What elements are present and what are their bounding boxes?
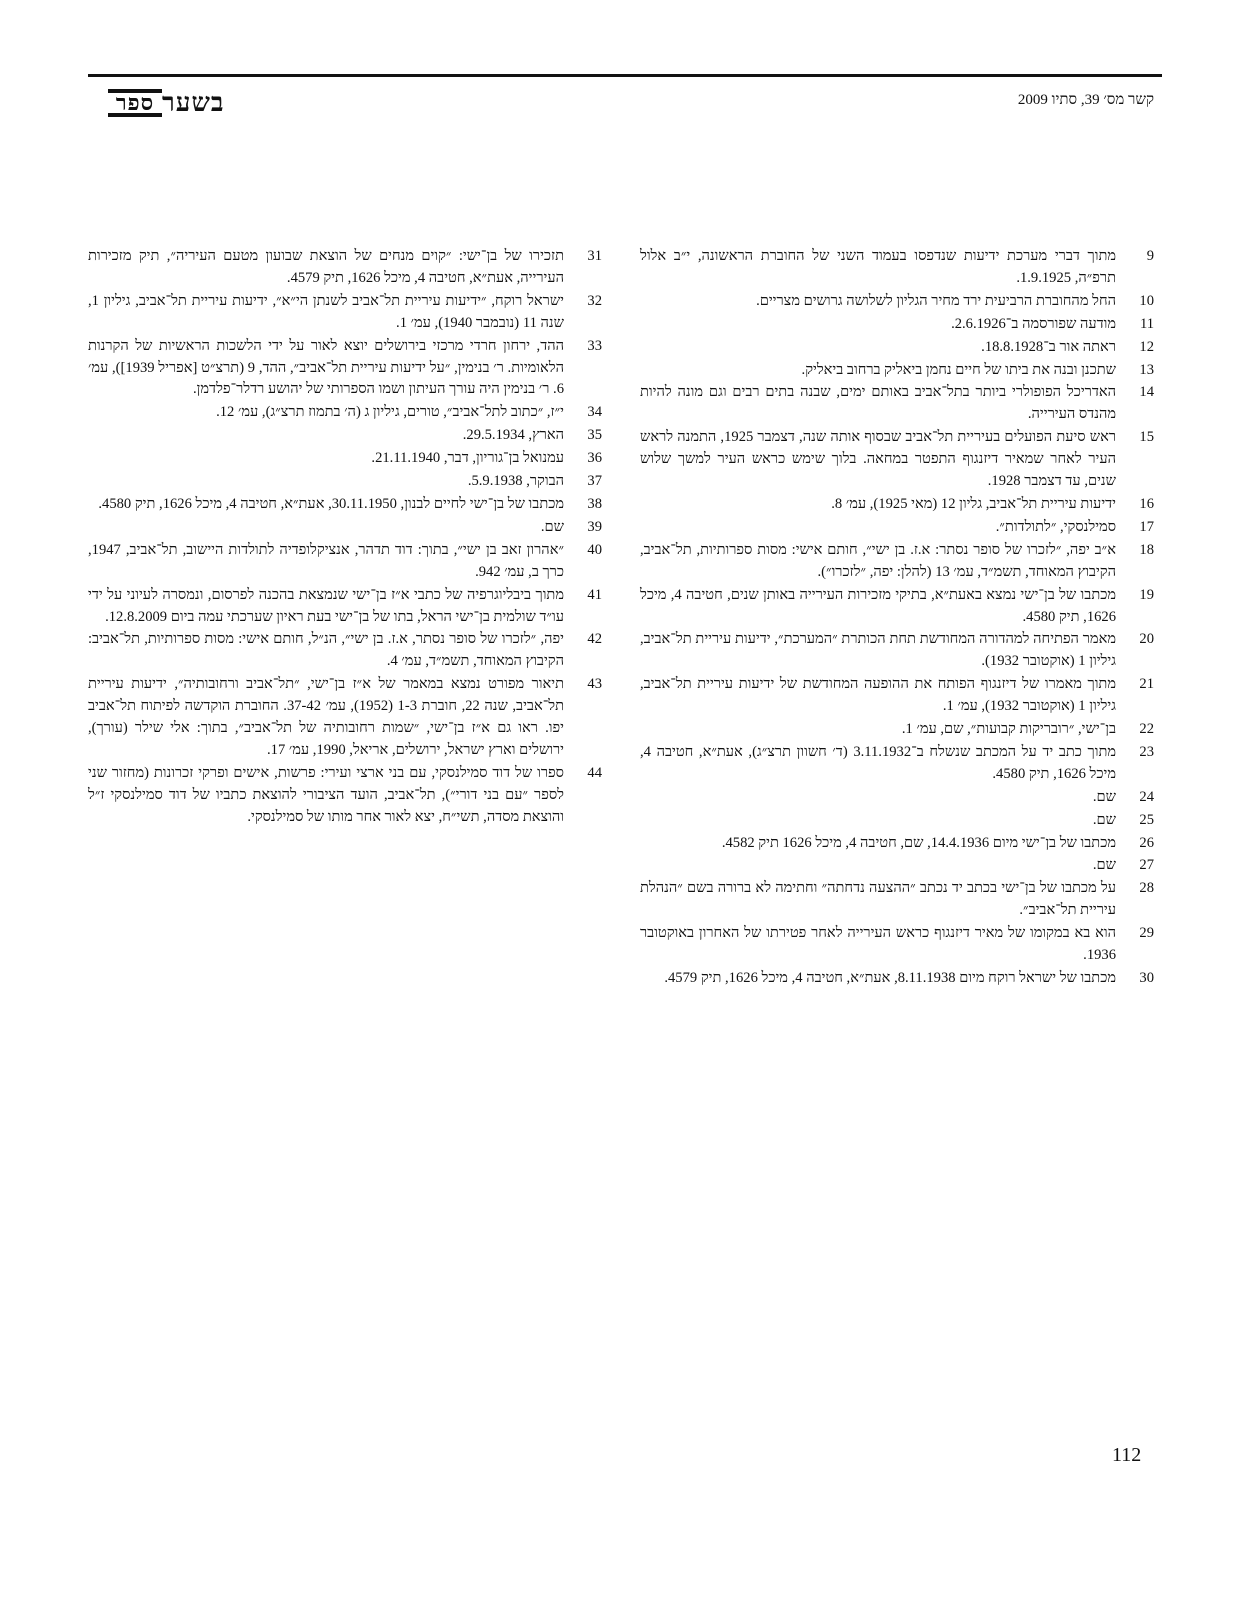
footnote-number: 30 — [1139, 970, 1154, 986]
footnote — [640, 629, 1154, 673]
footnote-number: 36 — [587, 450, 602, 467]
section-title: בשער — [162, 88, 225, 117]
footnote-number: 39 — [587, 518, 602, 535]
footnote-number: 37 — [587, 473, 602, 490]
footnote — [88, 540, 602, 584]
footnote-number: 40 — [587, 541, 602, 558]
footnote — [640, 246, 1154, 290]
footnote-text: שם. — [540, 518, 564, 535]
footnote-text: ״אהרון זאב בן ישי״, בתוך: דוד תדהר, אנציקלופדיה לתולדות היישוב, תל־אביב, 1947, כרך ב, עמ׳ 942. — [88, 541, 564, 580]
footnote-number: 18 — [1139, 541, 1154, 558]
footnote-number: 23 — [1139, 743, 1154, 760]
footnote-number: 34 — [587, 404, 602, 421]
footnote-text: עמנואל בן־גוריון, דבר, 21.11.1940. — [371, 450, 564, 467]
footnote-text: ידיעות עיריית תל־אביב, גליון 12 (מאי 1925), עמ׳ 8. — [831, 495, 1116, 512]
notes-column-right — [640, 246, 1154, 991]
footnote — [88, 425, 602, 447]
footnote-text: א״ב יפה, ״לזכרו של סופר נסתר: א.ז. בן ישי״, חותם אישי: מסות ספרותיות, תל־אביב, הקיבוץ המאוחד, תשמ״ד, עמ׳ 13 (להלן: יפה, ״לזכרו״). — [640, 541, 1116, 580]
footnote — [88, 517, 602, 539]
footnote-text: ישראל רוקח, ״ידיעות עיריית תל־אביב לשנתן הי״א״, ידיעות עיריית תל־אביב, גיליון 1, שנה 11 (נובמבר 1940), עמ׳ 1. — [88, 292, 564, 331]
footnote — [640, 787, 1154, 809]
footnote — [88, 763, 602, 829]
footnote-number: 32 — [587, 292, 602, 309]
footnote — [640, 674, 1154, 718]
footnote-text: הארץ, 29.5.1934. — [462, 427, 564, 444]
footnote-number: 44 — [587, 764, 602, 781]
footnote-number: 42 — [587, 631, 602, 648]
footnote-number: 20 — [1139, 631, 1154, 648]
footnote — [640, 810, 1154, 832]
footnote-number: 41 — [587, 586, 602, 603]
footnote-text: תזכירו של בן־ישי: ״קוים מנחים של הוצאת שבועון מטעם העיריה״, תיק מזכירות העירייה, אעת״א, חטיבה 4, מיכל 1626, תיק 4579. — [88, 248, 564, 286]
footnote-text: יפה, ״לזכרו של סופר נסתר, א.ז. בן ישי״, הנ״ל, חותם אישי: מסות ספרותיות, תל־אביב: הקיבוץ המאוחד, תשמ״ד, עמ׳ 4. — [88, 631, 564, 670]
footnote-number: 33 — [587, 337, 602, 354]
footnote-text: מתוך דברי מערכת ידיעות שנדפסו בעמוד השני של החוברת הראשונה, י״ב אלול תרפ״ה, 1.9.1925. — [640, 248, 1116, 286]
footnote-number: 19 — [1139, 586, 1154, 603]
footnote-text: האדריכל הפופולרי ביותר בתל־אביב באותם ימים, שבנה בתים רבים וגם מונה להיות מהנדס העירייה. — [640, 384, 1116, 423]
footnote — [640, 360, 1154, 382]
footnote-number: 16 — [1139, 495, 1154, 512]
footnote — [88, 471, 602, 493]
footnote-number: 29 — [1139, 925, 1154, 942]
footnote-text: שתכנן ובנה את ביתו של חיים נחמן ביאליק ברחוב ביאליק. — [801, 361, 1116, 378]
footnote — [640, 833, 1154, 855]
footnote-text: מכתבו של ישראל רוקח מיום 8.11.1938, אעת״א, חטיבה 4, מיכל 1626, תיק 4579. — [664, 970, 1116, 986]
footnote-text: מכתבו של בן־ישי נמצא באעת״א, בתיקי מזכירות העירייה באותן שנים, חטיבה 4, מיכל 1626, תיק 4580. — [640, 586, 1117, 625]
footnote-number: 21 — [1139, 676, 1154, 693]
footnote — [88, 448, 602, 470]
footnote-text: הבוקר, 5.9.1938. — [467, 473, 564, 490]
footnote — [640, 314, 1154, 336]
footnote-number: 24 — [1139, 788, 1154, 805]
footnote — [640, 923, 1154, 967]
footnote — [640, 855, 1154, 877]
footnote-number: 12 — [1139, 338, 1154, 355]
footnote-number: 10 — [1139, 292, 1154, 309]
footnote-number: 22 — [1139, 721, 1154, 738]
footnote-number: 26 — [1139, 834, 1154, 851]
footnote — [640, 742, 1154, 786]
footnote-number: 15 — [1139, 429, 1154, 446]
footnote — [640, 585, 1154, 629]
footnote-number: 31 — [587, 248, 602, 264]
journal-info: קשר מס׳ 39, סתיו 2009 — [1017, 92, 1154, 108]
footnote-text: מודעה שפורסמה ב־2.6.1926. — [951, 315, 1116, 332]
footnote — [88, 402, 602, 424]
footnote-text: ספרו של דוד סמילנסקי, עם בני ארצי ועירי: פרשות, אישים ופרקי זכרונות (מחזור שני לספר ״עם בני דורי״), תל־אביב, הועד הציבורי להוצאת כתביו של דוד סמילנסקי ז״ל והוצאת מסדה, תשי״ח, יצא לאור אחר מותו של סמילנסקי. — [88, 764, 564, 825]
footnote-text: תיאור מפורט נמצא במאמר של א״ז בן־ישי, ״תל־אביב ורחובותיה״, ידיעות עיריית תל־אביב, שנה 22, חוברת 1-3 (1952), עמ׳ 37-42. החוברת הוקדשה לפיתוח תל־אביב יפו. ראו גם א״ז בן־ישי, ״שמות רחובותיה של תל־אביב״, בתוך: אלי שילר (עורך), ירושלים וארץ ישראל, ירושלים, אריאל, 1990, עמ׳ 17. — [88, 676, 565, 758]
footnote-text: סמילנסקי, ״לתולדות״. — [995, 518, 1116, 535]
footnote-text: ראתה אור ב־18.8.1928. — [981, 338, 1116, 355]
footnote-text: בן־ישי, ״רובריקות קבועות״, שם, עמ׳ 1. — [901, 721, 1116, 738]
footnote — [88, 246, 602, 290]
footnote-number: 28 — [1139, 880, 1154, 897]
footnote — [640, 494, 1154, 516]
footnote — [88, 494, 602, 516]
header-rule — [88, 74, 1162, 77]
footnote-number: 14 — [1139, 384, 1154, 401]
footnote-text: הוא בא במקומו של מאיר דיזנגוף כראש העירייה לאחר פטירתו של האחרון באוקטובר 1936. — [640, 925, 1116, 964]
footnote-text: שם. — [1092, 811, 1116, 828]
footnote-number: 17 — [1139, 518, 1154, 535]
footnote — [640, 540, 1154, 584]
footnote-number: 43 — [587, 676, 602, 693]
footnote-text: י״ז, ״כתוב לתל־אביב״, טורים, גיליון ג (ה׳ בתמוז תרצ״ג), עמ׳ 12. — [216, 404, 564, 421]
footnote — [640, 427, 1154, 493]
footnote — [640, 382, 1154, 426]
footnote — [88, 336, 602, 402]
footnote-number: 9 — [1146, 248, 1154, 264]
footnote-number: 25 — [1139, 811, 1154, 828]
footnote-text: מתוך מאמרו של דיזנגוף הפותח את ההופעה המחודשת של ידיעות עיריית תל־אביב, גיליון 1 (אוקטובר 1932), עמ׳ 1. — [640, 676, 1116, 715]
footnote — [88, 629, 602, 673]
section-header — [100, 88, 224, 118]
footnote-text: מכתבו של בן־ישי לחיים לבנון, 30.11.1950, אעת״א, חטיבה 4, מיכל 1626, תיק 4580. — [98, 495, 564, 512]
footnote-text: שם. — [1092, 788, 1116, 805]
page-number: 112 — [1112, 1444, 1142, 1466]
footnote-text: מכתבו של בן־ישי מיום 14.4.1936, שם, חטיבה 4, מיכל 1626 תיק 4582. — [721, 834, 1116, 851]
footnote-text: מתוך כתב יד על המכתב שנשלח ב־3.11.1932 (ד׳ חשוון תרצ״ג), אעת״א, חטיבה 4, מיכל 1626, תיק 4580. — [640, 743, 1117, 782]
footnote-text: החל מהחוברת הרביעית ירד מחיר הגליון לשלושה גרושים מצריים. — [756, 292, 1116, 309]
footnote-text: שם. — [1092, 857, 1116, 874]
footnote-text: מאמר הפתיחה למהדורה המחודשת תחת הכותרת ״המערכת״, ידיעות עיריית תל־אביב, גיליון 1 (אוקטובר 1932). — [640, 631, 1116, 670]
footnote — [640, 968, 1154, 990]
footnote-number: 35 — [587, 427, 602, 444]
footnote-number: 27 — [1139, 857, 1154, 874]
footnote-text: מתוך ביבליוגרפיה של כתבי א״ז בן־ישי שנמצאת בהכנה לפרסום, ונמסרה לעיוני על ידי עו״ד שולמית בן־ישי הראל, בתו של בן־ישי בעת ראיון שערכתי עמה ביום 12.8.2009. — [88, 586, 564, 625]
footnote — [640, 719, 1154, 741]
footnote — [640, 517, 1154, 539]
footnote-number: 38 — [587, 495, 602, 512]
footnote-number: 11 — [1139, 315, 1154, 332]
footnote — [88, 674, 602, 762]
footnote — [640, 291, 1154, 313]
footnote-number: 13 — [1139, 361, 1154, 378]
footnote-text: על מכתבו של בן־ישי בכתב יד נכתב ״ההצעה נדחתה״ וחתימה לא ברורה בשם ״הנהלת עיריית תל־אביב״. — [640, 880, 1116, 919]
footnote-text: ראש סיעת הפועלים בעיריית תל־אביב שבסוף אותה שנה, דצמבר 1925, התמנה לראש העיר לאחר שמאיר דיזנגוף התפטר במחאה. בלוך שימש כראש העיר למשך שלוש שנים, עד דצמבר 1928. — [640, 429, 1116, 490]
logo: ספר — [108, 89, 162, 117]
footnote — [640, 337, 1154, 359]
footnote — [88, 291, 602, 335]
notes-column-left — [88, 246, 602, 830]
footnote — [88, 585, 602, 629]
footnote — [640, 878, 1154, 922]
footnote-text: ההד, ירחון חרדי מרכזי בירושלים יוצא לאור על ידי הלשכות הראשיות של הקרנות הלאומיות. ר׳ בנימין, ״על ידיעות עיריית תל־אביב״, ההד, 9 (תרצ״ט [אפריל 1939]), עמ׳ 6. ר׳ בנימין היה עורך העיתון ושמו הספרותי של יהושע רדלר־פלדמן. — [88, 337, 565, 398]
